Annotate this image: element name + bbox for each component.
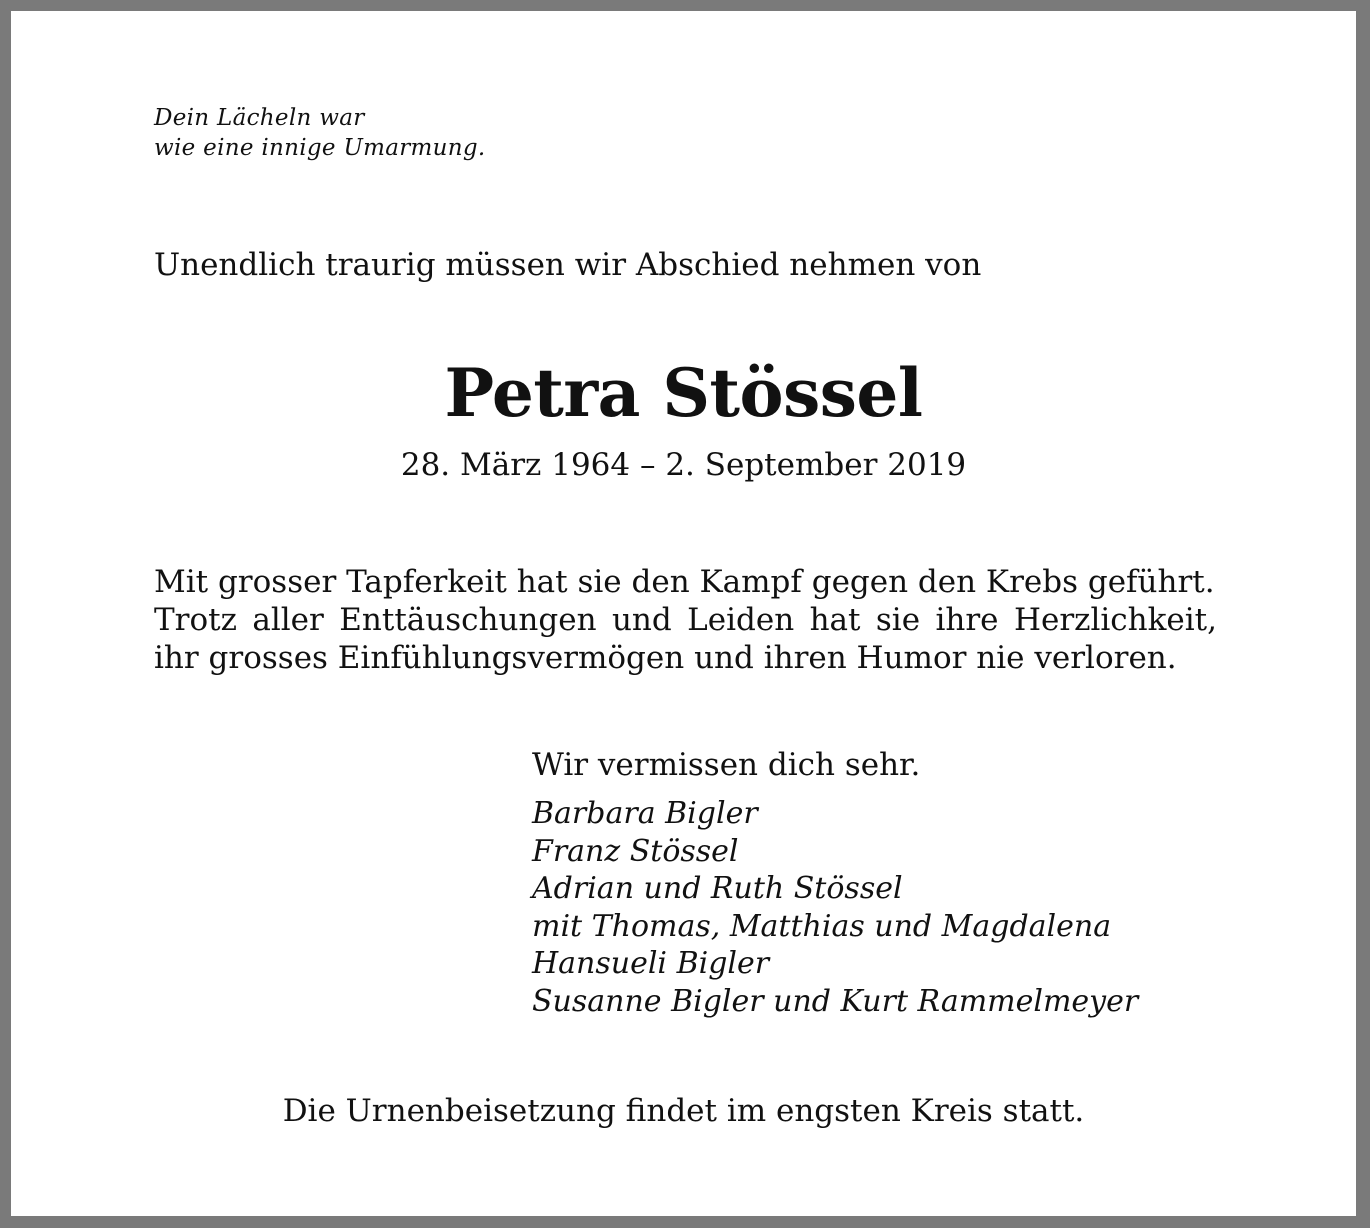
mourner-name: Adrian und Ruth Stössel <box>532 871 903 907</box>
farewell-line: Wir vermissen dich sehr. <box>532 747 921 783</box>
mourner-name: Barbara Bigler <box>532 796 758 831</box>
obituary-page <box>11 11 1356 1216</box>
motto <box>154 103 486 163</box>
mourners-list <box>532 795 1138 1021</box>
burial-note: Die Urnenbeisetzung findet im engsten Kreis statt. <box>282 1093 1085 1129</box>
tribute-paragraph <box>154 563 1217 677</box>
deceased-name: Petra Stössel <box>444 354 923 432</box>
motto-line: Dein Lächeln war <box>154 105 365 131</box>
mourner-name: Franz Stössel <box>532 833 739 869</box>
tribute-line: Trotz aller Enttäuschungen und Leiden hat sie ihre Herzlichkeit, <box>154 602 1217 638</box>
mourner-name: Susanne Bigler und Kurt Rammelmeyer <box>532 983 1139 1019</box>
motto-line: wie eine innige Umarmung. <box>154 135 486 161</box>
tribute-line: ihr grosses Einfühlungsvermögen und ihren Humor nie verloren. <box>154 640 1177 676</box>
life-dates: 28. März 1964 – 2. September 2019 <box>400 447 967 483</box>
mourner-name: mit Thomas, Matthias und Magdalena <box>532 908 1112 944</box>
intro-text: Unendlich traurig müssen wir Abschied nehmen von <box>154 247 982 283</box>
tribute-line: Mit grosser Tapferkeit hat sie den Kampf gegen den Krebs geführt. <box>154 564 1215 600</box>
mourner-name: Hansueli Bigler <box>532 946 770 982</box>
